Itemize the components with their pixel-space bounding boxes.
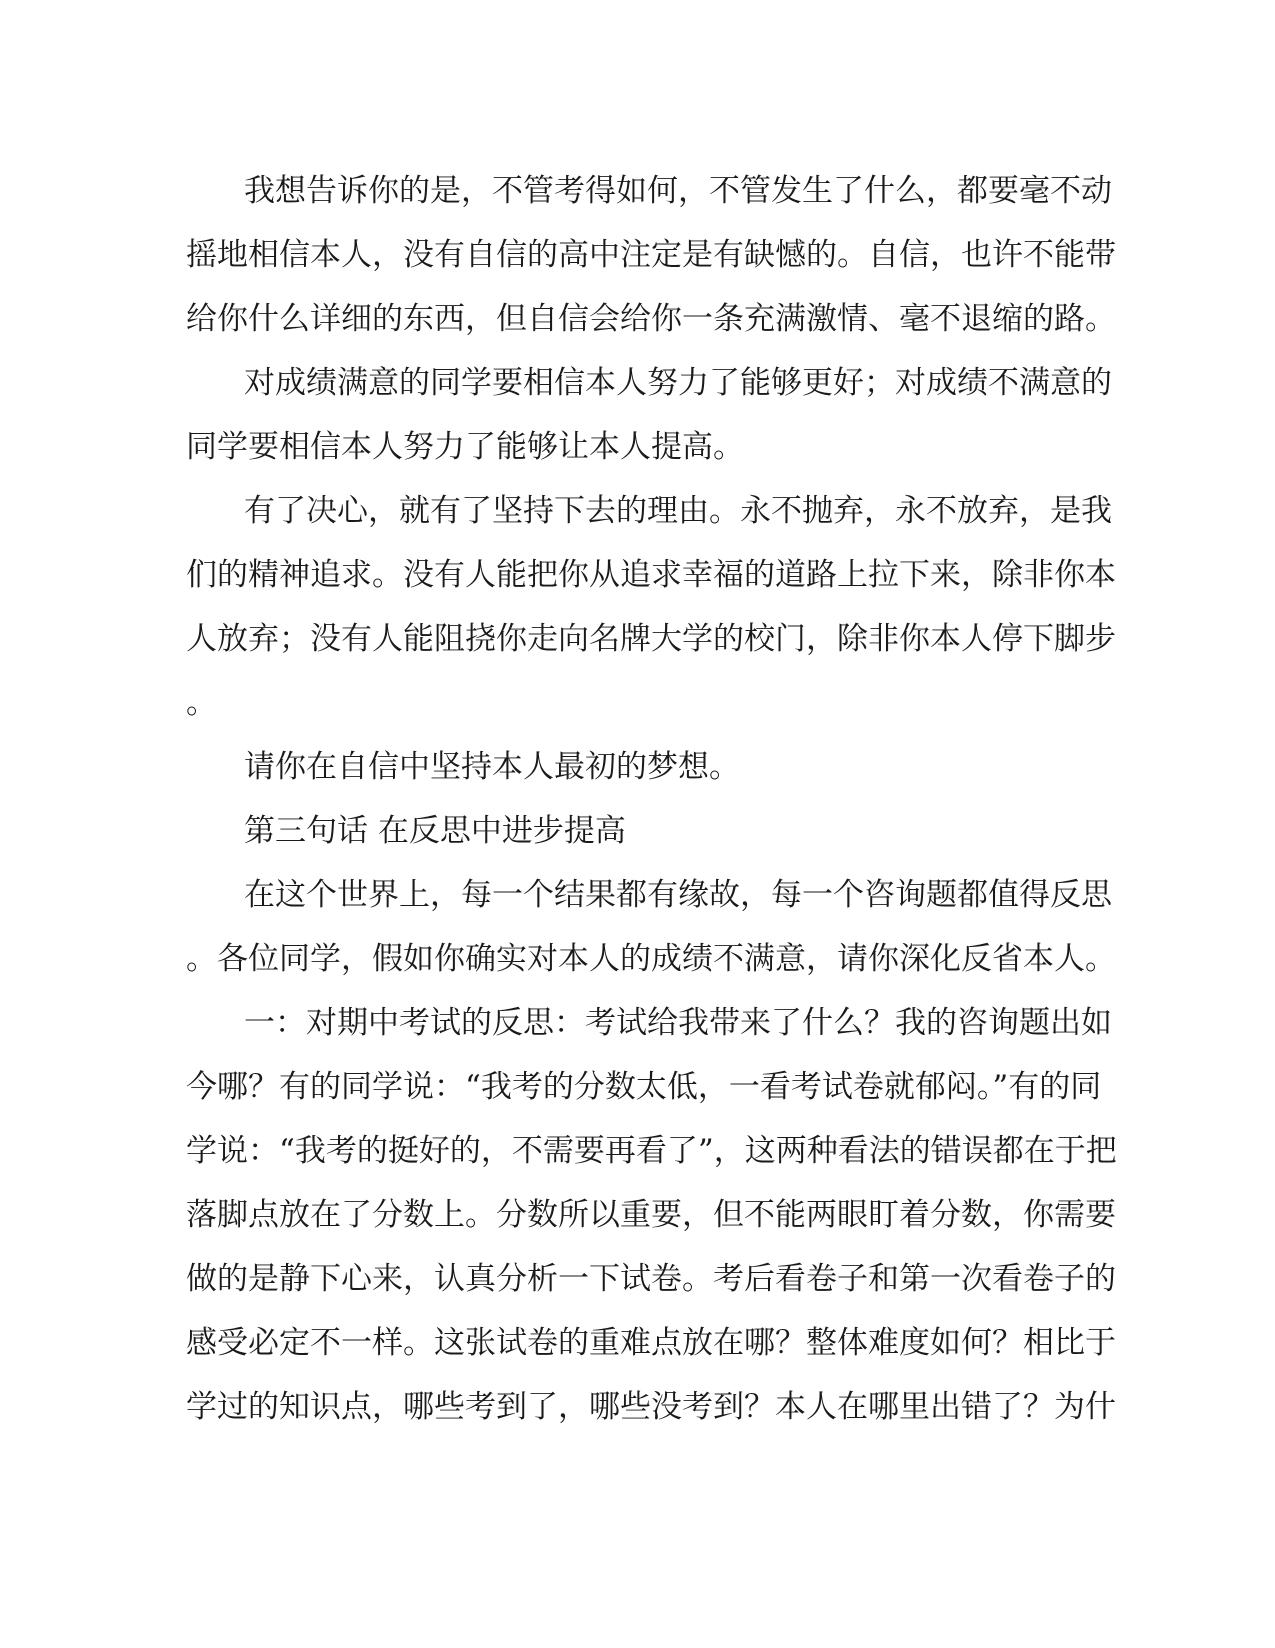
text-line: 给你什么详细的东西，但自信会给你一条充满激情、毫不退缩的路。	[186, 301, 1116, 337]
text-line: 做的是静下心来，认真分析一下试卷。考后看卷子和第一次看卷子的	[186, 1261, 1116, 1297]
text-line: 们的精神追求。没有人能把你从追求幸福的道路上拉下来，除非你本	[186, 557, 1116, 593]
text-line: 我想告诉你的是，不管考得如何，不管发生了什么，都要毫不动	[244, 173, 1112, 209]
text-line: 今哪？有的同学说：“我考的分数太低，一看考试卷就郁闷。”有的同	[186, 1069, 1102, 1105]
text-line: 学说：“我考的挺好的，不需要再看了”，这两种看法的错误都在于把	[186, 1133, 1117, 1169]
text-line: 同学要相信本人努力了能够让本人提高。	[186, 429, 744, 465]
text-line: 摇地相信本人，没有自信的高中注定是有缺憾的。自信，也许不能带	[186, 237, 1116, 273]
text-line: 一：对期中考试的反思：考试给我带来了什么？我的咨询题出如	[244, 1005, 1112, 1041]
text-line: 人放弃；没有人能阻挠你走向名牌大学的校门，除非你本人停下脚步	[186, 621, 1116, 657]
text-line: 对成绩满意的同学要相信本人努力了能够更好；对成绩不满意的	[244, 365, 1112, 401]
document-body	[186, 159, 1117, 1439]
text-line: 。	[186, 685, 217, 721]
text-line: 在这个世界上，每一个结果都有缘故，每一个咨询题都值得反思	[244, 877, 1112, 913]
text-line: 有了决心，就有了坚持下去的理由。永不抛弃，永不放弃，是我	[244, 493, 1112, 529]
text-line: 学过的知识点，哪些考到了，哪些没考到？本人在哪里出错了？为什	[186, 1389, 1116, 1425]
text-line: 。各位同学，假如你确实对本人的成绩不满意，请你深化反省本人。	[186, 941, 1116, 977]
text-line: 第三句话 在反思中进步提高	[244, 813, 626, 849]
text-line: 请你在自信中坚持本人最初的梦想。	[244, 749, 740, 785]
text-line: 感受必定不一样。这张试卷的重难点放在哪？整体难度如何？相比于	[186, 1325, 1116, 1361]
text-line: 落脚点放在了分数上。分数所以重要，但不能两眼盯着分数，你需要	[186, 1197, 1116, 1233]
